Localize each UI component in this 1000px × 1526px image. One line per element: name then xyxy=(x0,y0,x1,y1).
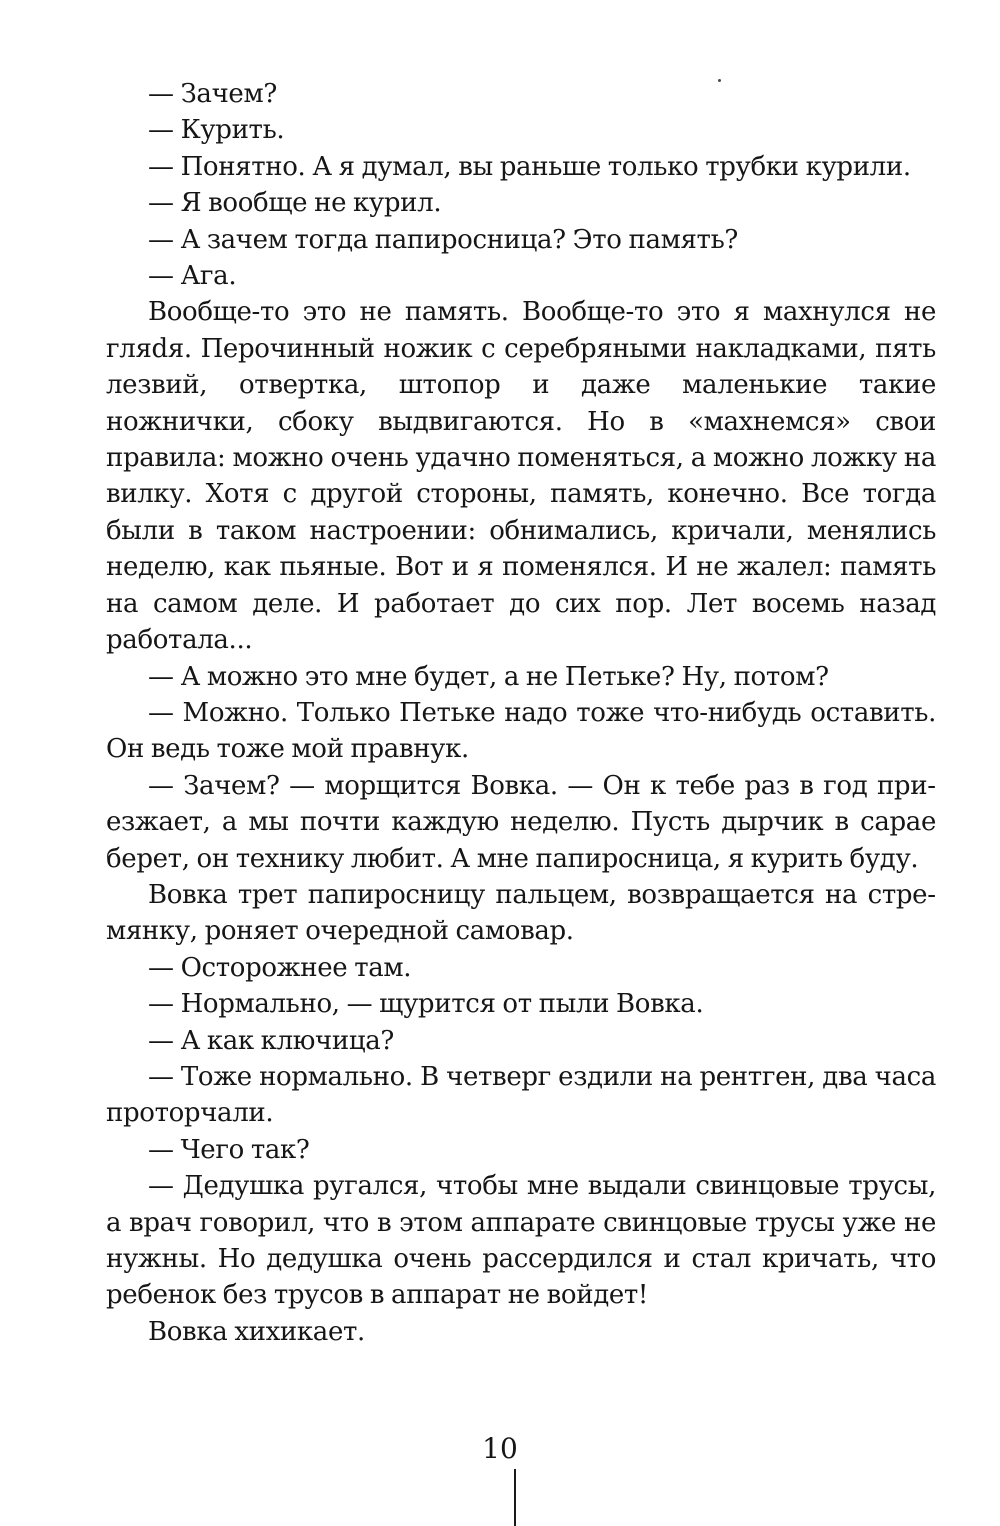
paragraph: — Нормально, — щурится от пыли Вовка. xyxy=(148,989,704,1020)
paragraph: — Дедушка ругался, чтобы мне выдали свинцовые трусы, а врач говорил, что в этом аппарате свинцовые трусы уже не нужны. Но дедушка очень рассердился и стал кричать, что ребенок без трусов в аппарат не войдет! xyxy=(106,1171,936,1311)
paragraph: Вообще-то это не память. Вообще-то это я махнулся не гляdя. Перочинный ножик с серебряными накладками, пять лезвий, отвертка, штопор и даже маленькие такие ножнички, сбоку выдвигаются. Но в «махнемся» свои правила: можно очень удачно поменяться, а можно ложку на вилку. Хотя с другой стороны, память, конечно. Все тогда были в таком настроении: обнимались, кричали, менялись неделю, как пьяные. Вот и я поменялся. И не жалел: память на самом деле. И работает до сих пор. Лет восемь назад работала... xyxy=(106,297,936,656)
paragraph: — А можно это мне будет, а не Петьке? Ну, потом? xyxy=(148,661,829,692)
bottom-rule xyxy=(514,1469,516,1526)
paragraph: — Зачем? xyxy=(148,79,277,109)
paragraph: — Я вообще не курил. xyxy=(148,188,442,219)
paragraph: — Ага. xyxy=(148,261,237,292)
paragraph: — Осторожнее там. xyxy=(148,952,412,983)
paragraph: — А зачем тогда папиросница? Это память? xyxy=(148,224,738,255)
paragraph: — Можно. Только Петьке надо тоже что-нибудь оставить. Он ведь тоже мой правнук. xyxy=(106,697,936,765)
paragraph: — Понятно. А я думал, вы раньше только трубки курили. xyxy=(148,151,911,182)
paragraph: — Тоже нормально. В четверг ездили на рентген, два часа проторчали. xyxy=(106,1061,936,1129)
body-text xyxy=(106,76,936,1350)
page-number: 10 xyxy=(482,1432,518,1465)
paragraph: — Зачем? — морщится Вовка. — Он к тебе раз в год приезжает, а мы почти каждую неделю. Пусть дырчик в сарае берет, он технику любит. А мне папиросница, я курить буду. xyxy=(106,770,936,874)
paragraph: Вовка хихикает. xyxy=(148,1316,365,1347)
paragraph: — А как ключица? xyxy=(148,1025,394,1056)
paragraph: Вовка трет папиросницу пальцем, возвращается на стремянку, роняет очередной самовар. xyxy=(106,879,936,947)
paragraph: — Чего так? xyxy=(148,1134,310,1165)
paragraph: — Курить. xyxy=(148,115,285,146)
